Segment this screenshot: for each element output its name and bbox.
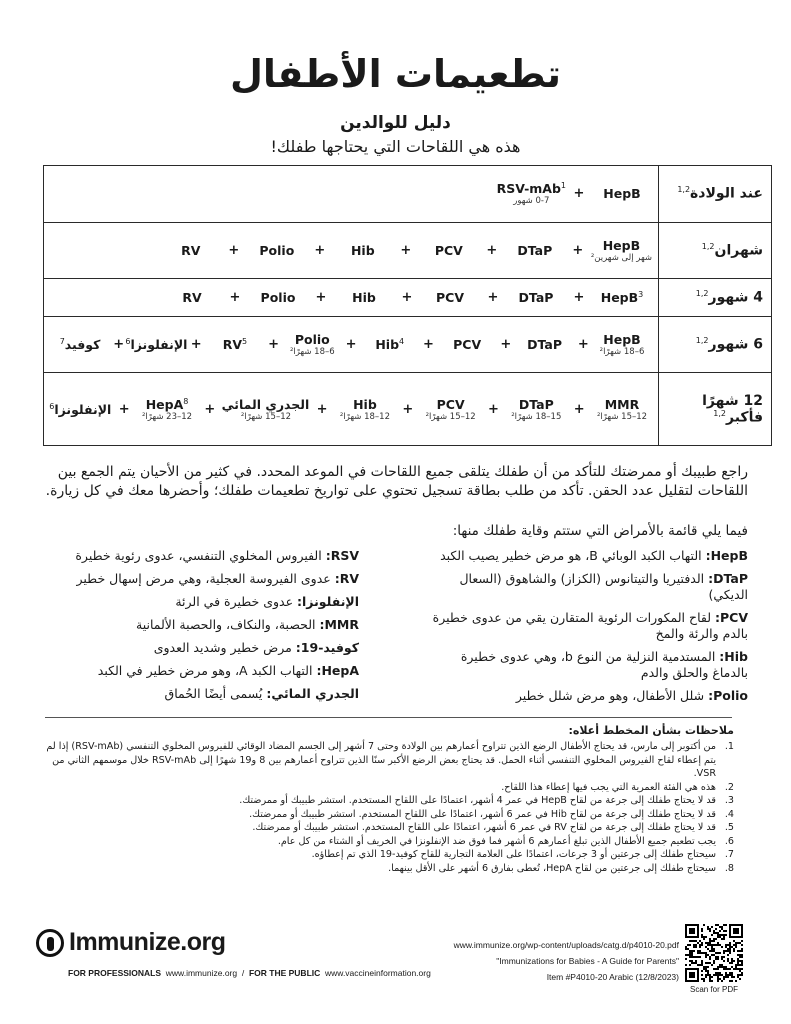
schedule-row xyxy=(44,278,772,316)
vaccine-footnote: 3 xyxy=(638,289,644,299)
vaccine-name: PCV xyxy=(453,337,482,353)
plus-sign: + xyxy=(315,289,327,305)
vaccine-cell xyxy=(420,290,480,305)
note-text: سيحتاج طفلك إلى جرعتين أو 3 جرعات، اعتمادًا على العلامة التجارية للقاح كوفيد-19 الذي تم إعطاؤه. xyxy=(311,849,716,860)
disease-abbrev: DTaP: xyxy=(708,571,748,586)
note-item xyxy=(44,794,734,808)
vaccine-footnote: 1 xyxy=(560,181,566,191)
pro-label: FOR PROFESSIONALS xyxy=(68,968,162,978)
vaccine-name: DTaP xyxy=(518,396,554,412)
vaccine-name: Hib xyxy=(350,242,375,258)
vaccine-name: RV xyxy=(182,289,202,305)
vaccine-cell xyxy=(282,332,342,357)
age-label xyxy=(659,278,772,316)
plus-sign: + xyxy=(487,289,499,305)
disease-item xyxy=(59,617,359,633)
vaccine-name: Polio xyxy=(259,242,295,258)
age-label xyxy=(659,316,772,372)
disease-abbrev: RV: xyxy=(334,571,359,586)
plus-sign: + xyxy=(190,337,202,353)
disease-desc: الدفتيريا والتيتانوس (الكزاز) والشاهوق (السعال الديكي) xyxy=(459,571,748,602)
age-footnote: 1,2 xyxy=(701,241,715,251)
qr-code-icon[interactable] xyxy=(685,924,743,982)
age-footnote: 1,2 xyxy=(677,185,691,195)
vaccine-name: PCV xyxy=(435,289,464,305)
public-label: FOR THE PUBLIC xyxy=(248,968,321,978)
vaccine-cell xyxy=(248,290,308,305)
vaccine-cell xyxy=(592,186,652,201)
note-number: 5. xyxy=(724,822,734,833)
vaccine-cell xyxy=(334,290,394,305)
vaccine-cell xyxy=(127,337,187,352)
vaccine-name: Hib xyxy=(375,337,400,353)
note-text: هذه هي الفئة العمرية التي يجب فيها إعطاء هذا اللقاح. xyxy=(501,781,716,793)
note-item xyxy=(44,740,734,781)
vaccine-row xyxy=(44,223,658,278)
note-number: 1. xyxy=(724,741,734,752)
vaccine-cell xyxy=(333,243,393,258)
vaccine-cell xyxy=(162,290,222,305)
disease-desc: التهاب الكبد الوبائي B، هو مرض خطير يصيب الكبد xyxy=(440,548,706,563)
disease-item xyxy=(428,571,748,603)
scan-label: Scan for PDF xyxy=(689,985,738,994)
vaccine-cell xyxy=(592,290,652,305)
vaccine-row xyxy=(44,279,658,316)
vaccine-cell xyxy=(247,243,307,258)
vaccine-name: كوفيد xyxy=(64,337,101,353)
plus-sign: + xyxy=(314,242,326,258)
disease-item xyxy=(59,640,359,656)
vaccine-cell xyxy=(335,397,395,422)
vaccine-age-range: 12–15 شهرًا² xyxy=(240,411,292,422)
vaccine-age-range: شهر إلى شهرين² xyxy=(590,252,652,263)
note-number: 3. xyxy=(724,795,734,806)
disease-abbrev: Hib: xyxy=(719,649,748,664)
vaccine-name: HepB xyxy=(602,237,641,253)
pdf-link[interactable]: www.immunize.org/wp-content/uploads/catg.d/p4010-20.pdf xyxy=(453,940,679,950)
vaccine-name: HepB xyxy=(603,186,641,202)
item-number: Item #P4010-20 Arabic (12/8/2023) xyxy=(546,972,679,982)
vaccine-cell xyxy=(137,397,197,422)
age-label xyxy=(659,373,772,446)
disease-abbrev: PCV: xyxy=(714,610,748,625)
vaccine-cell xyxy=(419,243,479,258)
vaccine-name: MMR xyxy=(604,396,640,412)
vaccine-name: الجدري المائي xyxy=(221,396,310,412)
note-text: يجب تطعيم جميع الأطفال الذين تبلغ أعمارهم 6 أشهر فما فوق ضد الإنفلونزا في الخريف أو الشتاء من كل عام. xyxy=(277,835,716,847)
disease-abbrev: الإنفلونزا: xyxy=(297,594,359,609)
vaccine-age-range: 12–23 شهرًا² xyxy=(141,411,193,422)
doc-title: "Immunizations for Babies - A Guide for Parents" xyxy=(496,956,679,966)
note-item xyxy=(44,781,734,795)
vaccine-name: Hib xyxy=(353,396,377,412)
disease-item xyxy=(428,649,748,681)
plus-sign: + xyxy=(422,337,434,353)
age-footnote: 1,2 xyxy=(713,408,726,418)
vaccine-footnote: 6 xyxy=(49,401,55,411)
disease-item xyxy=(428,610,748,642)
disease-desc: يُسمى أيضًا الحُماق xyxy=(164,686,267,701)
vaccine-name: الإنفلونزا xyxy=(130,337,188,353)
plus-sign: + xyxy=(345,337,357,353)
plus-sign: + xyxy=(228,242,240,258)
plus-sign: + xyxy=(573,289,585,305)
vaccine-cell xyxy=(161,243,221,258)
plus-sign: + xyxy=(229,289,241,305)
vaccine-age-range: 12–15 شهرًا² xyxy=(596,411,648,422)
note-number: 7. xyxy=(724,849,734,860)
plus-sign: + xyxy=(268,337,280,353)
vaccine-cell xyxy=(421,397,481,422)
plus-sign: + xyxy=(204,401,216,417)
vaccine-row xyxy=(44,317,658,372)
disease-desc: الحصبة، والنكاف، والحصبة الألمانية xyxy=(136,617,320,632)
logo-icon xyxy=(36,929,64,957)
vaccine-name: Polio xyxy=(260,289,296,305)
disease-item xyxy=(59,571,359,587)
age-label xyxy=(659,166,772,223)
age-text: عند الولادة xyxy=(690,186,763,203)
public-link[interactable]: www.vaccineinformation.org xyxy=(325,968,431,978)
age-text: شهران xyxy=(714,242,763,259)
vaccine-footnote: 5 xyxy=(242,336,248,346)
plus-sign: + xyxy=(572,242,584,258)
schedule-row xyxy=(44,316,772,372)
plus-sign: + xyxy=(118,401,130,417)
page-tagline: هذه هي اللقاحات التي يحتاجها طفلك! xyxy=(270,137,521,156)
disease-desc: لقاح المكورات الرئوية المتقارن يقي من عدوى خطيرة بالدم والرئة والمخ xyxy=(432,610,748,641)
vaccine-age-range: 12–18 شهرًا² xyxy=(339,411,390,422)
note-number: 4. xyxy=(724,808,734,820)
note-text: قد لا يحتاج طفلك إلى جرعة من لقاح HepB في عمر 4 أشهر، اعتمادًا على اللقاح المستخدم. استشر طبيبك أو ممرضتك. xyxy=(239,795,716,806)
footer-links xyxy=(68,968,431,978)
disease-abbrev: كوفيد-19: xyxy=(295,640,359,655)
disease-item xyxy=(59,663,359,679)
plus-sign: + xyxy=(577,337,589,353)
note-item xyxy=(44,848,734,862)
disease-abbrev: الجدري المائي: xyxy=(266,686,359,701)
disease-abbrev: HepA: xyxy=(316,663,359,678)
note-item xyxy=(44,808,734,822)
vaccine-cell xyxy=(497,181,566,206)
vaccine-cell xyxy=(50,402,111,417)
age-text: 4 شهور xyxy=(708,289,763,306)
schedule-table xyxy=(43,165,772,446)
vaccine-row xyxy=(44,166,658,222)
disease-desc: المستدمية النزلية من النوع b، وهي عدوى خطيرة بالدماغ والحلق والدم xyxy=(460,649,748,680)
vaccine-name: PCV xyxy=(436,396,465,412)
notes-heading: ملاحظات بشأن المخطط أعلاه: xyxy=(568,724,734,737)
schedule-row xyxy=(44,222,772,278)
vaccine-footnote: 4 xyxy=(399,336,405,346)
vaccine-cell xyxy=(592,397,652,422)
disease-abbrev: RSV: xyxy=(325,548,359,563)
plus-sign: + xyxy=(573,186,585,202)
plus-sign: + xyxy=(316,401,328,417)
plus-sign: + xyxy=(400,242,412,258)
vaccine-name: PCV xyxy=(434,242,463,258)
page-title: تطعيمات الأطفال xyxy=(229,52,562,96)
diseases-list-right xyxy=(59,548,359,709)
disease-desc: الفيروس المخلوي التنفسي، عدوى رئوية خطيرة xyxy=(75,548,326,563)
vaccine-cell xyxy=(50,337,110,352)
disease-abbrev: Polio: xyxy=(708,688,748,703)
vaccine-name: RV xyxy=(222,337,242,353)
plus-sign: + xyxy=(486,242,498,258)
vaccine-cell xyxy=(437,337,497,352)
disease-item xyxy=(59,548,359,564)
disease-item xyxy=(59,686,359,702)
vaccine-age-range: 15–18 شهرًا² xyxy=(511,411,562,422)
vaccine-age-range: 6–18 شهرًا² xyxy=(599,347,645,358)
disease-abbrev: MMR: xyxy=(319,617,359,632)
note-text: من أكتوبر إلى مارس، قد يحتاج الأطفال الرضع الذين تتراوح أعمارهم بين الولادة وحتى 7 أشهر إلى الجسم المضاد الوقائي للفيروس المخلوي التنفسي (RSV-mAb) إذا لم يتم إعطاء لقاح الفيروس المخلوي التنفسي أثناء الحمل. قد يحتاج بعض الرضع الأكبر سنًا الذين تتراوح أعمارهم بين 8 و19 شهرًا إلى RSV-mAb خلال موسمهم الثاني من VSR. xyxy=(46,741,716,779)
diseases-heading: فيما يلي قائمة بالأمراض التي ستتم وقاية طفلك منها: xyxy=(452,523,748,539)
immunize-logo[interactable] xyxy=(36,928,226,957)
vaccine-cell xyxy=(506,397,566,422)
vaccine-name: HepB xyxy=(600,289,639,305)
note-text: قد لا يحتاج طفلك إلى جرعة من لقاح Hib في عمر 6 أشهر، اعتمادًا على اللقاح المستخدم. استشر طبيبك أو ممرضتك. xyxy=(249,808,716,820)
vaccine-name: الإنفلونزا xyxy=(54,401,112,417)
disease-item xyxy=(428,688,748,704)
vaccine-cell xyxy=(591,238,652,263)
vaccine-age-range: 12–15 شهرًا² xyxy=(425,411,476,422)
vaccine-name: RV xyxy=(181,242,201,258)
disease-desc: عدوى خطيرة في الرئة xyxy=(175,594,298,609)
note-item xyxy=(44,862,734,876)
diseases-list-left xyxy=(428,548,748,711)
plus-sign: + xyxy=(488,401,499,417)
vaccine-name: RSV-mAb xyxy=(496,181,561,197)
vaccine-age-range: 6–18 شهرًا² xyxy=(289,347,335,358)
document-info xyxy=(400,937,679,985)
disease-desc: التهاب الكبد A، وهو مرض خطير في الكبد xyxy=(97,663,317,678)
vaccine-cell xyxy=(505,243,565,258)
disease-desc: عدوى الفيروسة العجلية، وهي مرض إسهال خطير xyxy=(76,571,335,586)
note-number: 2. xyxy=(724,781,734,793)
vaccine-name: DTaP xyxy=(527,337,563,353)
vaccine-row xyxy=(44,373,658,445)
note-item xyxy=(44,821,734,835)
vaccine-age-range: 0-7 شهور xyxy=(513,196,550,207)
vaccine-cell xyxy=(360,337,420,352)
vaccine-cell xyxy=(506,290,566,305)
vaccine-footnote: 8 xyxy=(183,396,189,406)
footer-separator: / xyxy=(241,968,245,978)
vaccine-cell xyxy=(223,397,310,422)
age-text: 6 شهور xyxy=(708,336,763,353)
disease-abbrev: HepB: xyxy=(705,548,748,563)
disease-item xyxy=(428,548,748,564)
page-subtitle: دليل للوالدين xyxy=(340,113,451,133)
disease-desc: شلل الأطفال، وهو مرض شلل خطير xyxy=(515,688,709,703)
divider xyxy=(45,717,732,718)
vaccine-name: Hib xyxy=(352,289,376,305)
age-label xyxy=(659,222,772,278)
note-text: سيحتاج طفلك إلى جرعتين من لقاح HepA، تُعطى بفارق 6 أشهر على الأقل بينهما. xyxy=(388,862,716,874)
note-number: 6. xyxy=(724,835,734,847)
vaccine-cell xyxy=(592,332,652,357)
pro-link[interactable]: www.immunize.org xyxy=(165,968,238,978)
vaccine-footnote: 6 xyxy=(125,336,131,346)
schedule-row xyxy=(44,166,772,223)
notes-list xyxy=(44,740,734,875)
note-item xyxy=(44,835,734,849)
schedule-row xyxy=(44,373,772,446)
vaccine-name: HepA xyxy=(145,396,184,412)
advice-paragraph: راجع طبيبك أو ممرضتك للتأكد من أن طفلك يتلقى جميع اللقاحات في الموعد المحدد. في كثير من الأحيان يتم الجمع بين اللقاحات لتقليل عدد الحقن. تأكد من طلب بطاقة تسجيل تحتوي على تواريخ تطعيمات طفلك؛ وأحضرها معك في كل زيارة. xyxy=(45,464,748,499)
age-footnote: 1,2 xyxy=(695,289,709,299)
disease-desc: مرض خطير وشديد العدوى xyxy=(153,640,296,655)
vaccine-footnote: 7 xyxy=(59,336,65,346)
plus-sign: + xyxy=(401,289,413,305)
vaccine-cell xyxy=(205,337,265,352)
vaccine-name: HepB xyxy=(603,332,641,348)
note-number: 8. xyxy=(724,862,734,874)
vaccine-name: DTaP xyxy=(517,242,553,258)
age-text: 12 شهرًا فأكبر xyxy=(702,392,763,426)
note-text: قد لا يحتاج طفلك إلى جرعة من لقاح RV في عمر 6 أشهر، اعتمادًا على اللقاح المستخدم. استشر طبيبك أو ممرضتك. xyxy=(252,822,716,833)
vaccine-name: DTaP xyxy=(518,289,554,305)
plus-sign: + xyxy=(573,401,585,417)
plus-sign: + xyxy=(500,337,512,353)
age-footnote: 1,2 xyxy=(695,336,709,346)
plus-sign: + xyxy=(113,337,125,353)
vaccine-name: Polio xyxy=(294,332,330,348)
disease-item xyxy=(59,594,359,610)
vaccine-cell xyxy=(515,337,575,352)
plus-sign: + xyxy=(402,401,414,417)
logo-text: Immunize.org xyxy=(69,928,226,956)
